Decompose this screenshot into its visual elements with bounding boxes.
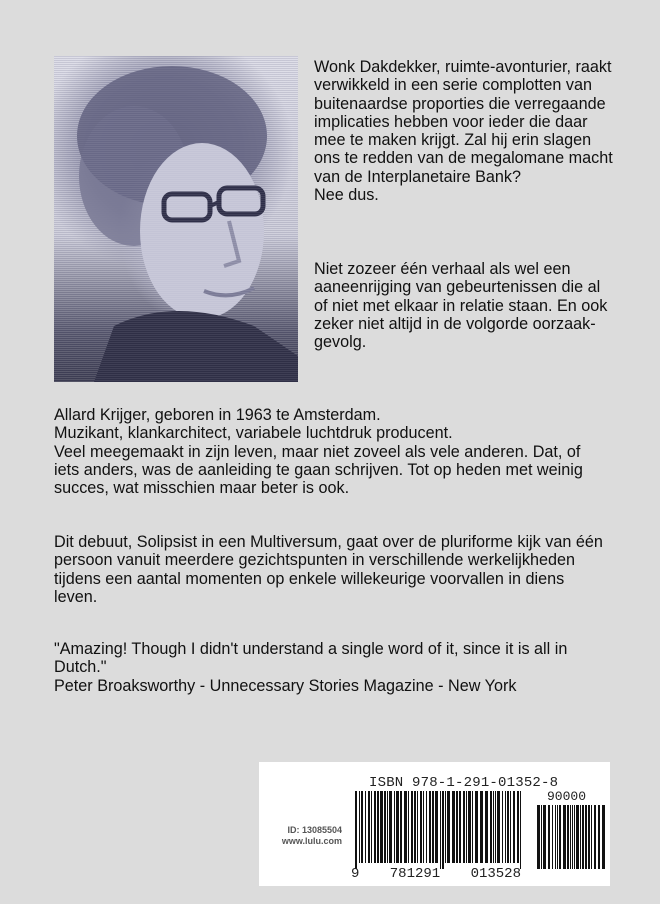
addon-bar <box>543 805 546 869</box>
barcode-bar <box>411 791 413 863</box>
barcode-bar <box>447 791 450 863</box>
barcode-bar <box>445 791 446 863</box>
barcode-bar <box>497 791 500 863</box>
barcode-bar <box>510 791 511 863</box>
barcode-bar <box>432 791 434 863</box>
addon-bar <box>537 805 540 869</box>
ean-digit-first: 9 <box>351 866 360 882</box>
barcode-bar <box>495 791 496 863</box>
addon-bar <box>572 805 573 869</box>
price-addon: 90000 <box>547 789 587 804</box>
addon-bar <box>563 805 566 869</box>
addon-bar <box>548 805 550 869</box>
barcode-bar <box>361 791 363 863</box>
quote-attribution: Peter Broaksworthy - Unnecessary Stories Magazine - New York <box>54 676 517 695</box>
isbn-label: ISBN 978-1-291-01352-8 <box>369 775 559 791</box>
addon-bar <box>570 805 571 869</box>
review-quote <box>54 640 610 695</box>
barcode-bar <box>442 791 444 869</box>
addon-bar <box>598 805 600 869</box>
barcode-bar <box>513 791 515 863</box>
addon-bar <box>557 805 558 869</box>
addon-bar <box>552 805 553 869</box>
debut-description <box>54 533 610 606</box>
barcode-bar <box>493 791 494 863</box>
barcode-bar <box>400 791 402 863</box>
barcode-bar <box>505 791 506 863</box>
barcode-bar <box>396 791 399 863</box>
addon-bar <box>580 805 581 869</box>
blurb-text: Wonk Dakdekker, ruimte-avonturier, raakt verwikkeld in een serie complotten van buitenaardse proporties die verregaande implicaties hebben voor ieder die daar mee te maken krijgt. Zal hij erin slagen ons te redden van de megalomane macht van de Interplanetaire Bank? <box>314 58 613 186</box>
barcode-bar <box>359 791 360 863</box>
bio-rest: Veel meegemaakt in zijn leven, maar niet zoveel als vele anderen. Dat, of iets anders, was de aanleiding te gaan schrijven. Tot op heden met weinig succes, wat misschien maar beter is ook. <box>54 442 583 498</box>
lulu-id <box>267 825 342 847</box>
barcode-bar <box>520 791 521 869</box>
barcode-bar <box>365 791 366 863</box>
addon-bar <box>567 805 569 869</box>
ean-digits <box>351 866 521 882</box>
addon-bar <box>574 805 575 869</box>
author-photo <box>54 56 298 382</box>
addon-bar <box>555 805 556 869</box>
debut-text: Dit debuut, Solipsist in een Multiversum, gaat over de pluriforme kijk van één persoon vanuit meerdere gezichtspunten in verschillende werkelijkheden tijdens een aantal momenten op enkele willekeurige voorvallen in diens leven. <box>54 533 603 606</box>
author-portrait-graphic <box>54 56 298 382</box>
barcode-bar <box>387 791 388 863</box>
addon-bar <box>591 805 592 869</box>
barcode-bar <box>472 791 473 863</box>
barcode-bar <box>389 791 392 863</box>
barcode-bar <box>475 791 478 863</box>
barcode-bar <box>394 791 395 863</box>
barcode-bar <box>452 791 455 863</box>
barcode-bar <box>374 791 376 863</box>
barcode-bars <box>355 791 605 871</box>
blurb-text-2: Niet zozeer één verhaal als wel een aaneenrijging van gebeurtenissen die al of niet met elkaar in relatie staan. En ook zeker niet altijd in de volgorde oorzaak-gevolg. <box>314 260 608 352</box>
barcode-bar <box>423 791 424 863</box>
barcode-bar <box>417 791 418 863</box>
barcode-bar <box>426 791 427 863</box>
lulu-url: www.lulu.com <box>281 836 342 846</box>
bio-line-1: Allard Krijger, geboren in 1963 te Amsterdam. <box>54 406 381 424</box>
barcode-bar <box>466 791 467 863</box>
barcode-bar <box>414 791 416 863</box>
ean-digits-right: 013528 <box>470 866 521 882</box>
barcode-bar <box>435 791 438 863</box>
barcode-bar <box>440 791 441 869</box>
barcode-bar <box>429 791 431 863</box>
barcode-bar <box>368 791 370 863</box>
barcode-bar <box>404 791 407 863</box>
barcode-bar <box>377 791 379 863</box>
barcode-bar <box>380 791 383 863</box>
barcode-bar <box>456 791 458 863</box>
addon-bar <box>588 805 590 869</box>
barcode-bar <box>463 791 465 863</box>
barcode-bar <box>480 791 483 863</box>
author-bio <box>54 406 610 497</box>
addon-bar <box>559 805 561 869</box>
bio-line-2: Muzikant, klankarchitect, variabele luchtdruk producent. <box>54 424 453 443</box>
barcode-bar <box>517 791 519 863</box>
blurb-tail: Nee dus. <box>314 186 379 205</box>
barcode-bar <box>408 791 409 863</box>
barcode-bar <box>371 791 372 863</box>
barcode-bar <box>502 791 503 863</box>
quote-text: "Amazing! Though I didn't understand a single word of it, since it is all in Dutch." <box>54 640 568 677</box>
addon-bar <box>594 805 596 869</box>
barcode-bar <box>468 791 471 863</box>
ean-digits-left: 781291 <box>389 866 441 882</box>
barcode-bar <box>459 791 461 863</box>
barcode-bar <box>355 791 357 869</box>
addon-bar <box>585 805 587 869</box>
addon-bar <box>541 805 542 869</box>
blurb-paragraph-1 <box>314 58 614 204</box>
id-line: ID: 13085504 <box>287 825 342 835</box>
barcode-bar <box>485 791 488 863</box>
addon-bar <box>582 805 584 869</box>
addon-bar <box>602 805 605 869</box>
barcode-bar <box>420 791 422 863</box>
barcode-box <box>259 762 610 886</box>
blurb-paragraph-2 <box>314 260 614 351</box>
addon-bar <box>576 805 579 869</box>
barcode-bar <box>490 791 492 863</box>
barcode-bar <box>384 791 386 863</box>
barcode-bar <box>507 791 509 863</box>
